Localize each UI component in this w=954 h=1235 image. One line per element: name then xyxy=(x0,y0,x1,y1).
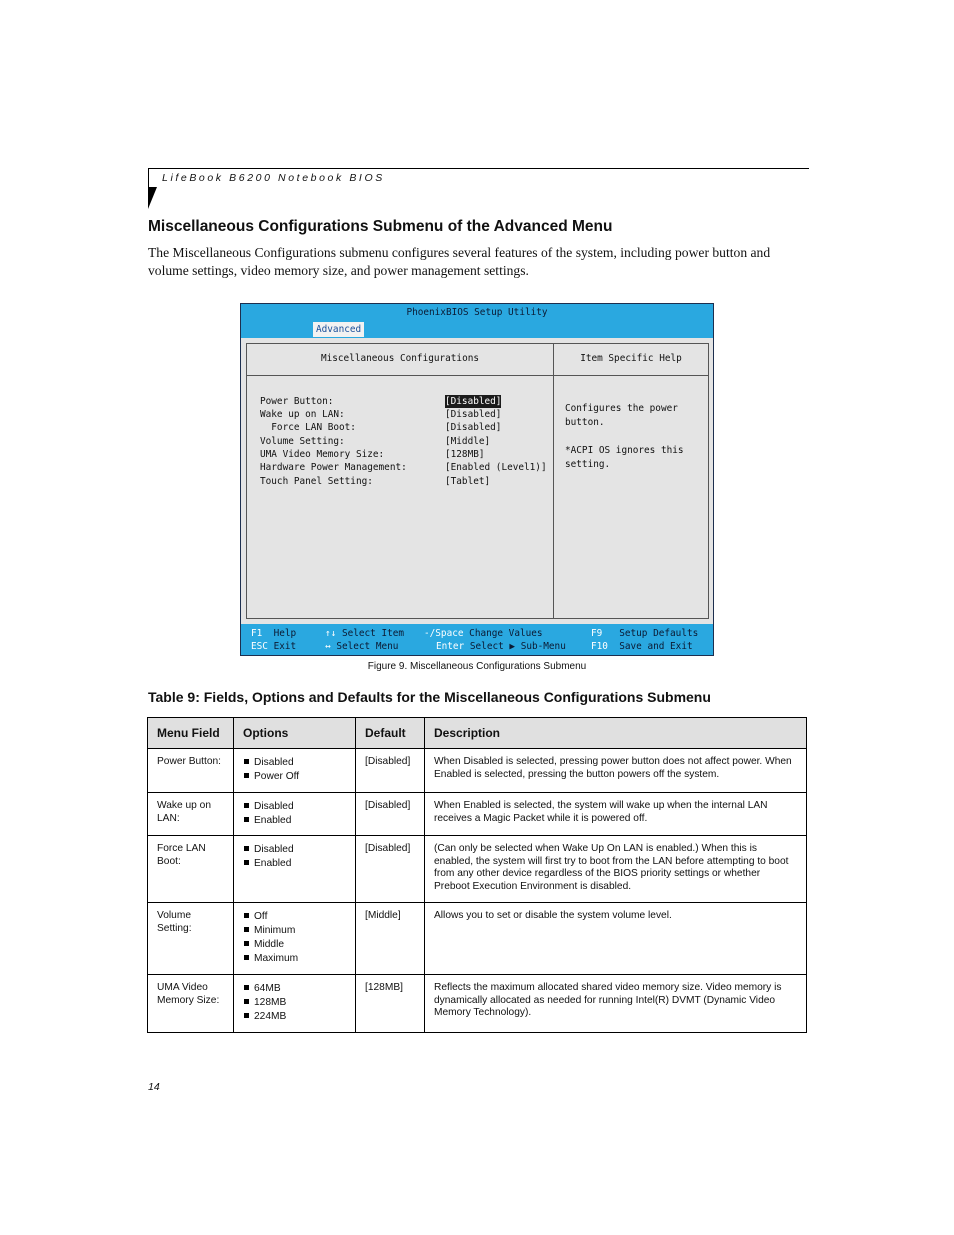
bios-title: PhoenixBIOS Setup Utility xyxy=(241,304,713,321)
tab-advanced[interactable]: Advanced xyxy=(313,322,364,337)
cell-description: Allows you to set or disable the system volume level. xyxy=(425,903,807,975)
option-label-hw-power: Hardware Power Management: xyxy=(260,462,407,473)
option-value-force-lan-boot[interactable]: [Disabled] xyxy=(445,422,502,433)
cell-field: UMA Video Memory Size: xyxy=(148,975,234,1033)
option-value-uma-video[interactable]: [128MB] xyxy=(445,449,485,460)
option-item: 224MB xyxy=(243,1010,346,1024)
key-desc: Setup Defaults xyxy=(619,628,699,639)
help-line: Configures the power xyxy=(565,403,678,414)
cell-field: Power Button: xyxy=(148,749,234,793)
option-label-volume: Volume Setting: xyxy=(260,436,345,447)
cell-default: [Disabled] xyxy=(356,836,425,903)
help-line: setting. xyxy=(565,459,611,470)
bios-screen xyxy=(240,303,714,656)
option-label-wake-on-lan: Wake up on LAN: xyxy=(260,409,345,420)
cell-default: [128MB] xyxy=(356,975,425,1033)
table-row xyxy=(148,975,807,1033)
arrow-leftright-icon: ↔ xyxy=(325,641,331,652)
options-table xyxy=(147,717,807,1033)
option-value-wake-on-lan[interactable]: [Disabled] xyxy=(445,409,502,420)
figure-caption: Figure 9. Miscellaneous Configurations Submenu xyxy=(367,661,587,672)
header-rule xyxy=(148,168,809,169)
option-item: 64MB xyxy=(243,982,346,996)
cell-options xyxy=(234,975,356,1033)
bios-menubar xyxy=(241,321,713,338)
key-desc: Select Item xyxy=(341,628,405,639)
cell-description: (Can only be selected when Wake Up On LAN is enabled.) When this is enabled, the system will first try to boot from the LAN before attempting to boot from any other device regardless of the BIOS priority settings or whether Preboot Execution Environment is disabled. xyxy=(425,836,807,903)
option-item: Disabled xyxy=(243,756,346,770)
option-item: Off xyxy=(243,910,346,924)
panel-divider xyxy=(553,344,554,618)
table-row xyxy=(148,903,807,975)
option-label-power-button: Power Button: xyxy=(260,396,334,407)
cell-default: [Disabled] xyxy=(356,749,425,793)
option-item: Minimum xyxy=(243,924,346,938)
option-value-power-button[interactable]: [Disabled] xyxy=(445,396,502,407)
table-row xyxy=(148,793,807,836)
footer-select-item xyxy=(325,627,404,640)
intro-paragraph: The Miscellaneous Configurations submenu configures several features of the system, including power button and volume settings, video memory size, and power management settings. xyxy=(148,245,771,278)
key-f10: F10 xyxy=(591,641,608,652)
table-row xyxy=(148,749,807,793)
section-title: Miscellaneous Configurations Submenu of the Advanced Menu xyxy=(148,218,613,235)
table-header-row xyxy=(148,718,807,749)
help-line: button. xyxy=(565,417,605,428)
col-header: Options xyxy=(234,718,356,749)
cell-options xyxy=(234,903,356,975)
col-header: Default xyxy=(356,718,425,749)
option-item: Disabled xyxy=(243,843,346,857)
col-header: Description xyxy=(425,718,807,749)
key-desc: Select Menu xyxy=(336,641,399,652)
option-item: Enabled xyxy=(243,857,346,871)
option-item: Power Off xyxy=(243,770,346,784)
cell-description: When Enabled is selected, the system will wake up when the internal LAN receives a Magic Packet while it is powered off. xyxy=(425,793,807,836)
option-value-touch-panel[interactable]: [Tablet] xyxy=(445,476,491,487)
running-header: LifeBook B6200 Notebook BIOS xyxy=(162,172,385,184)
option-value-hw-power[interactable]: [Enabled (Level1)] xyxy=(445,462,547,473)
bios-footer xyxy=(241,624,713,655)
footer-help xyxy=(251,627,296,640)
key-enter: Enter xyxy=(436,641,465,652)
footer-save-exit xyxy=(591,640,693,653)
option-item: Enabled xyxy=(243,814,346,828)
key-desc: Select ▶ Sub-Menu xyxy=(469,641,566,652)
option-item: Maximum xyxy=(243,952,346,966)
cell-field: Wake up on LAN: xyxy=(148,793,234,836)
header-marker-icon xyxy=(148,187,157,209)
table-row xyxy=(148,836,807,903)
key-desc: Help xyxy=(273,628,297,639)
cell-options xyxy=(234,793,356,836)
cell-options xyxy=(234,749,356,793)
option-label-force-lan-boot: Force LAN Boot: xyxy=(260,422,356,433)
cell-default: [Disabled] xyxy=(356,793,425,836)
option-label-touch-panel: Touch Panel Setting: xyxy=(260,476,373,487)
option-value-volume[interactable]: [Middle] xyxy=(445,436,491,447)
cell-default: [Middle] xyxy=(356,903,425,975)
key-desc: Change Values xyxy=(469,628,543,639)
footer-exit xyxy=(251,640,296,653)
cell-description: When Disabled is selected, pressing power button does not affect power. When Enabled is selected, pressing the button powers off the system. xyxy=(425,749,807,793)
page-number: 14 xyxy=(148,1081,160,1093)
key-desc: Save and Exit xyxy=(619,641,693,652)
option-label-uma-video: UMA Video Memory Size: xyxy=(260,449,385,460)
key-space: -/Space xyxy=(424,628,464,639)
key-desc: Exit xyxy=(273,641,297,652)
key-f9: F9 xyxy=(591,628,603,639)
option-item: 128MB xyxy=(243,996,346,1010)
cell-description: Reflects the maximum allocated shared video memory size. Video memory is dynamically allocated as needed for running Intel(R) DVMT (Dynamic Video Memory Technology). xyxy=(425,975,807,1033)
panel-header-divider xyxy=(247,375,708,376)
footer-sub-menu xyxy=(436,640,566,653)
cell-field: Force LAN Boot: xyxy=(148,836,234,903)
footer-setup-defaults xyxy=(591,627,698,640)
cell-options xyxy=(234,836,356,903)
header-left-rule xyxy=(148,168,149,188)
footer-select-menu xyxy=(325,640,398,653)
help-line: *ACPI OS ignores this xyxy=(565,445,684,456)
option-item: Disabled xyxy=(243,800,346,814)
panel-title: Miscellaneous Configurations xyxy=(320,353,480,364)
table-title: Table 9: Fields, Options and Defaults for the Miscellaneous Configurations Submenu xyxy=(148,689,711,705)
col-header: Menu Field xyxy=(148,718,234,749)
cell-field: Volume Setting: xyxy=(148,903,234,975)
option-item: Middle xyxy=(243,938,346,952)
key-f1: F1 xyxy=(251,628,263,639)
arrow-updown-icon: ↑↓ xyxy=(325,628,337,639)
bios-panel xyxy=(246,343,709,619)
help-title: Item Specific Help xyxy=(580,353,682,364)
key-esc: ESC xyxy=(251,641,268,652)
footer-change-values xyxy=(424,627,543,640)
